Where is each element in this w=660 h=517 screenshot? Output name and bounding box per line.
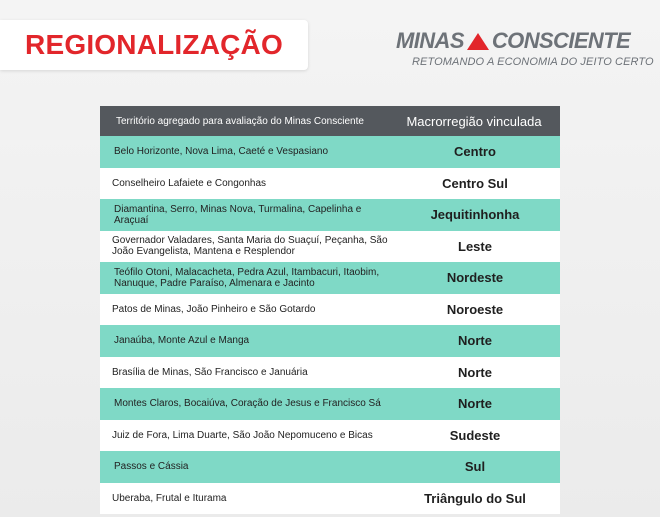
macroregion-cell: Norte xyxy=(458,364,492,380)
territory-cell: Patos de Minas, João Pinheiro e São Gotardo xyxy=(112,303,316,315)
table-row xyxy=(100,451,560,483)
macroregion-cell: Sudeste xyxy=(449,427,501,443)
territory-cell: Janaúba, Monte Azul e Manga xyxy=(114,335,250,347)
territory-cell: Uberaba, Frutal e Iturama xyxy=(112,492,227,504)
territory-cell: Juiz de Fora, Lima Duarte, São João Nepomuceno e Bicas xyxy=(112,429,373,441)
territory-cell: Belo Horizonte, Nova Lima, Caeté e Vespasiano xyxy=(114,146,329,158)
territory-cell: Conselheiro Lafaiete e Congonhas xyxy=(112,177,266,189)
territory-cell: Passos e Cássia xyxy=(114,461,189,473)
brand-wordmark xyxy=(396,28,656,54)
macroregion-cell: Nordeste xyxy=(446,270,504,286)
territory-cell: Montes Claros, Bocaiúva, Coração de Jesus e Francisco Sá xyxy=(114,398,381,410)
brand-logo xyxy=(396,28,656,68)
table-row xyxy=(100,199,560,231)
macroregion-cell: Leste xyxy=(458,238,492,254)
regionalization-table xyxy=(100,106,560,514)
page-title: REGIONALIZAÇÃO xyxy=(25,29,283,60)
territory-cell: Teófilo Otoni, Malacacheta, Pedra Azul, Itambacuri, Itaobim, Nanuque, Padre Paraíso, Almenara e Jacinto xyxy=(114,266,380,289)
table-row xyxy=(100,231,560,263)
brand-triangle-icon xyxy=(465,31,491,51)
title-banner xyxy=(0,20,308,70)
table-row xyxy=(100,325,560,357)
macroregion-cell: Sul xyxy=(464,459,486,475)
macroregion-cell: Triângulo do Sul xyxy=(424,490,526,506)
table-row xyxy=(100,168,560,200)
territory-cell: Governador Valadares, Santa Maria do Suaçuí, Peçanha, São João Evangelista, Mantena e Resplendor xyxy=(112,235,388,258)
table-row xyxy=(100,262,560,294)
brand-word-right: CONSCIENTE xyxy=(491,28,631,53)
header-macroregion: Macrorregião vinculada xyxy=(406,113,542,129)
table-row xyxy=(100,136,560,168)
territory-cell: Diamantina, Serro, Minas Nova, Turmalina, Capelinha e Araçuaí xyxy=(114,203,362,226)
header-territory: Território agregado para avaliação do Minas Consciente xyxy=(116,115,364,127)
table-row xyxy=(100,420,560,452)
macroregion-cell: Centro Sul xyxy=(442,175,508,191)
table-header xyxy=(100,106,560,136)
brand-word-left: MINAS xyxy=(396,28,464,53)
brand-tagline: RETOMANDO A ECONOMIA DO JEITO CERTO xyxy=(412,56,654,68)
table-row xyxy=(100,388,560,420)
macroregion-cell: Norte xyxy=(458,396,492,412)
table-row xyxy=(100,357,560,389)
macroregion-cell: Jequitinhonha xyxy=(430,207,520,223)
macroregion-cell: Norte xyxy=(458,333,492,349)
territory-cell: Brasília de Minas, São Francisco e Januária xyxy=(112,366,308,378)
table-row xyxy=(100,294,560,326)
macroregion-cell: Noroeste xyxy=(446,301,504,317)
macroregion-cell: Centro xyxy=(454,144,496,160)
table-row xyxy=(100,483,560,515)
